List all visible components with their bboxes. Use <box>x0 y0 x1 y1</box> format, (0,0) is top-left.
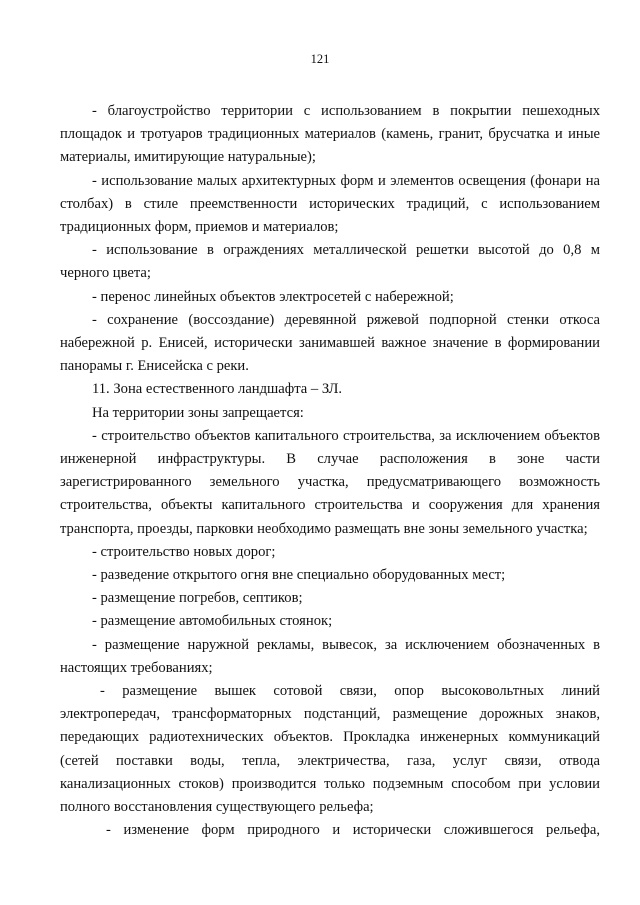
paragraph-towers-and-utilities: - размещение вышек сотовой связи, опор высоковольтных линий электропередач, трансформаторных подстанций, размещение дорожных знаков, передающих радиотехнических объектов. Прокладка инженерных коммуникаций (сетей поставки воды, тепла, электричества, газа, услуг связи, отвода канализационных стоков) производится только подземным способом при условии полного восстановления существующего рельефа; <box>60 683 600 816</box>
list-item-advertising: - размещение наружной рекламы, вывесок, за исключением обозначенных в настоящих требованиях; <box>60 636 600 676</box>
paragraph-architectural-forms: - использование малых архитектурных форм и элементов освещения (фонари на столбах) в стиле преемственности исторических традиций, с использованием традиционных форм, приемов и материалов; <box>60 172 600 236</box>
list-item-open-fire: - разведение открытого огня вне специально оборудованных мест; <box>92 567 506 584</box>
paragraph-prohibited-intro: На территории зоны запрещается: <box>92 404 304 421</box>
section-heading-natural-landscape: 11. Зона естественного ландшафта – ЗЛ. <box>92 381 343 398</box>
list-item-parking: - размещение автомобильных стоянок; <box>92 613 333 630</box>
list-item-cellars: - размещение погребов, септиков; <box>92 590 303 607</box>
paragraph-capital-construction: - строительство объектов капитального строительства, за исключением объектов инженерной инфраструктуры. В случае расположения в зоне части зарегистрированного земельного участка, предусматривающего возможность строительства, объекты капитального строительства и сооружения для хранения транспорта, проезды, парковки необходимо размещать вне зоны земельного участка; <box>60 427 600 537</box>
paragraph-retaining-wall: - сохранение (воссоздание) деревянной ряжевой подпорной стенки откоса набережной р. Енисей, исторически занимавшей важное значение в формировании панорамы г. Енисейска с реки. <box>60 311 600 375</box>
paragraph-power-lines: - перенос линейных объектов электросетей с набережной; <box>92 288 454 305</box>
page-number: 121 <box>310 52 330 66</box>
paragraph-fences: - использование в ограждениях металлической решетки высотой до 0,8 м черного цвета; <box>60 242 600 282</box>
paragraph-relief-change: - изменение форм природного и исторически сложившегося рельефа, <box>106 822 600 839</box>
document-body <box>60 100 600 843</box>
paragraph-landscaping: - благоустройство территории с использованием в покрытии пешеходных площадок и тротуаров традиционных материалов (камень, гранит, брусчатка и иные материалы, имитирующие натуральные); <box>60 103 600 166</box>
list-item-new-roads: - строительство новых дорог; <box>92 543 276 560</box>
